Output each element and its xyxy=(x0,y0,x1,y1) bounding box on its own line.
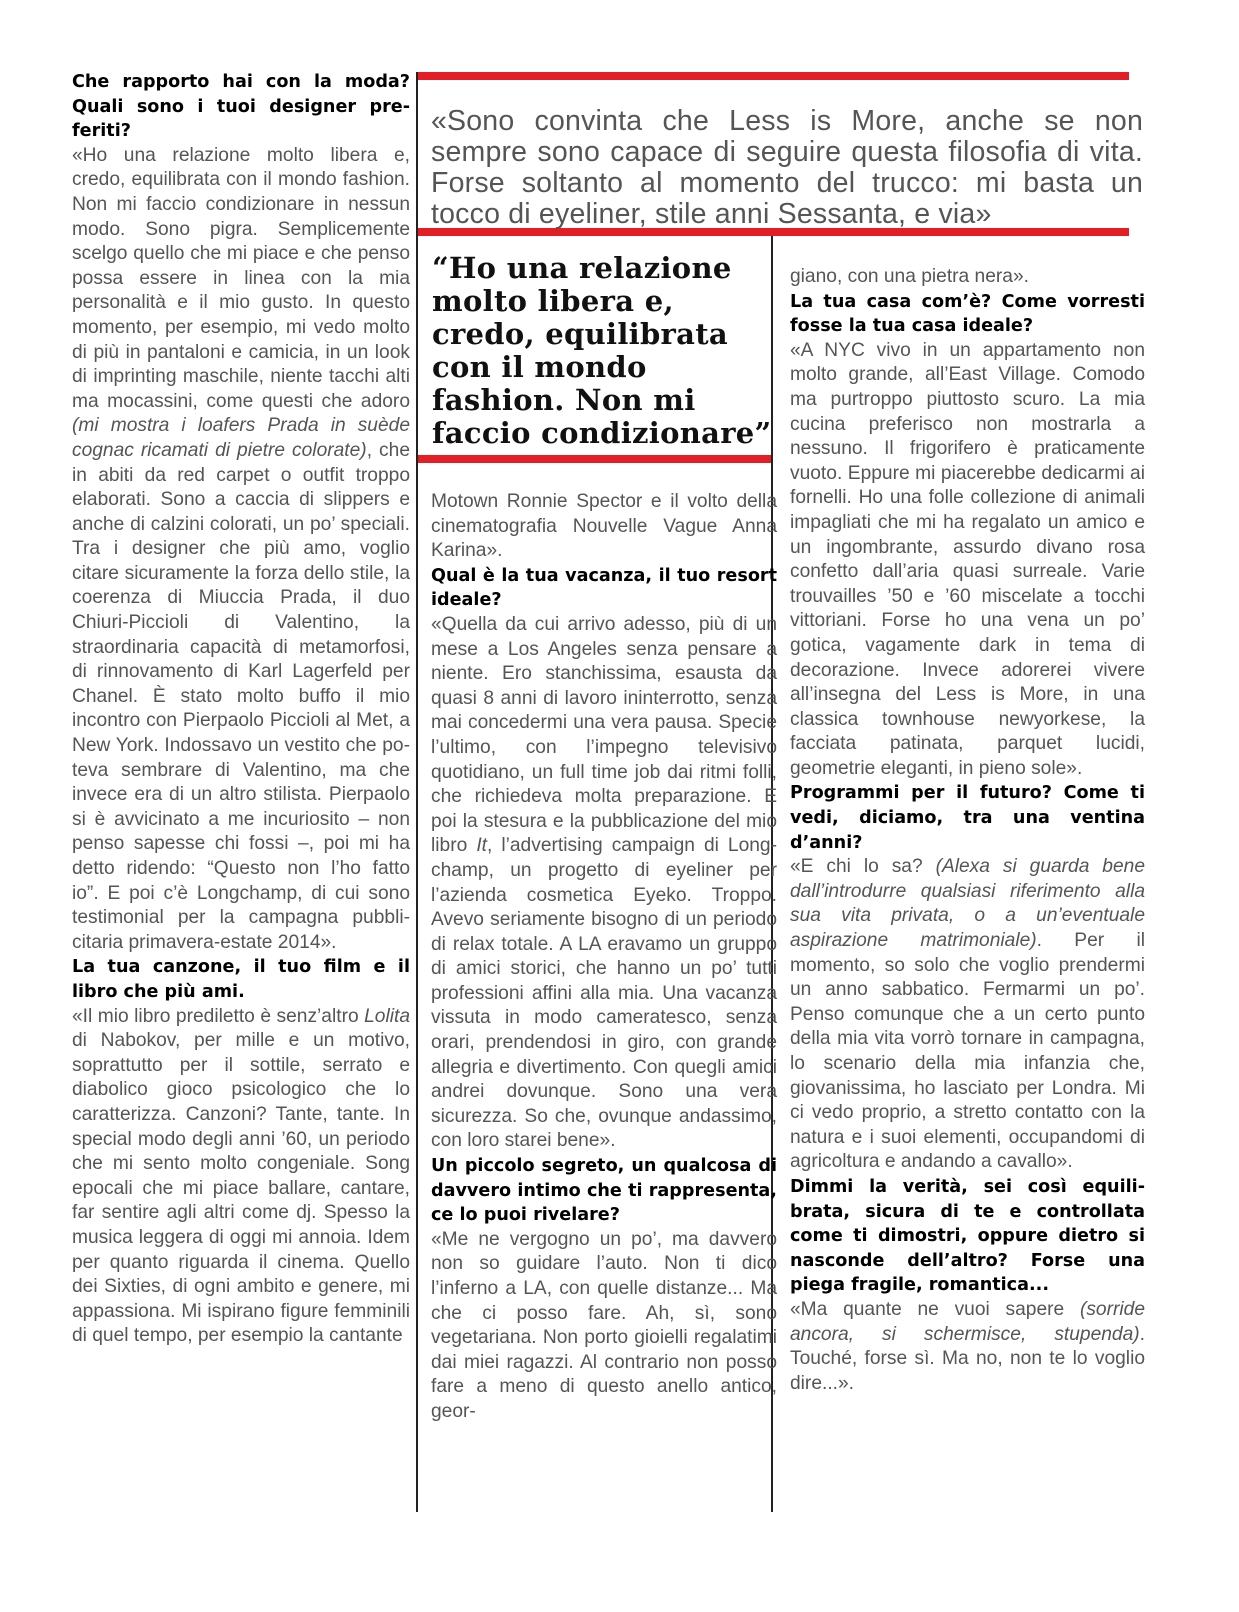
answer-italic-text: It xyxy=(476,835,487,857)
answer-text: . Touché, forse sì. Ma no, non te lo voglio dire...». xyxy=(790,1323,1145,1394)
pull-quote-top-rule xyxy=(416,72,1129,80)
answer-italic-text: Lolita xyxy=(364,1005,410,1027)
answer-paragraph xyxy=(790,1298,1145,1396)
pull-quote: «Sono convinta che Less is More, anche se non sempre sono capace di seguire questa filosofia di vita. Forse soltanto al momento del trucco: mi basta un tocco di eyeliner, stile anni Sessanta, e via» xyxy=(431,105,1143,230)
answer-italic-text: (sorride ancora, si schermisce, stupenda) xyxy=(790,1298,1145,1345)
answer-text: «Ho una relazione molto libera e, credo, equilibrata con il mondo fashion. Non mi faccio condizionare in nessun modo. Sono pigra. Semplicemente scelgo quello che mi piace e che penso possa essere in linea con la mia personalità e il mio gusto. In questo momento, per esempio, mi vedo molto di più in pantaloni e camicia, in un look di imprinting maschile, niente tacchi alti ma mocassini, come questi che adoro xyxy=(72,144,410,412)
article-column-2 xyxy=(431,490,777,1425)
answer-paragraph xyxy=(72,1005,410,1349)
answer-italic-text: (mi mostra i loafers Prada in suède cognac ricamati di pietre colorate) xyxy=(72,415,410,461)
highlight-quote: “Ho una relazione molto libera e, credo, equilibrata con il mondo fashion. Non mi faccio condizionare” xyxy=(432,251,772,450)
answer-paragraph: «Me ne vergogno un po’, ma davvero non so guidare l’auto. Non ti dico l’inferno a LA, con quelle distanze... Ma che ci posso fare. Ah, sì, sono vegetariana. Non porto gioielli regalatimi dai miei ragazzi. Al contrario non posso fare a meno di questo anello antico, geor- xyxy=(431,1228,777,1422)
answer-text: «E chi lo sa? xyxy=(790,856,936,878)
column-divider-left xyxy=(416,72,418,1512)
answer-text: , l’advertising campaign di Longchamp, un progetto di eyeliner per l’azienda cosmetica Eyeko. Troppo. Avevo seriamente bisogno di un periodo di relax totale. A LA eravamo un gruppo di amici storici, che hanno un po’ tutti professioni affini alla mia. Una vacanza vissuta in modo cameratesco, senza orari, prendendosi in giro, con grande allegria e divertimento. Con quegli amici andrei dovunque. Sono una vera sicurezza. So che, ovunque andassimo, con loro starei bene». xyxy=(431,835,777,1152)
question-heading: La tua canzone, il tuo film e il libro che più ami. xyxy=(72,957,410,1002)
question-heading: Che rapporto hai con la moda? Quali sono i tuoi designer preferiti? xyxy=(72,72,410,142)
big-quote-bottom-rule xyxy=(416,455,772,463)
article-column-1 xyxy=(72,70,410,1349)
answer-italic-text: (Alexa si guarda bene dall’introdurre qualsiasi riferimento alla sua vita privata, o a un’eventuale aspirazione matrimoniale) xyxy=(790,856,1145,952)
answer-text: di Nabokov, per mille e un motivo, soprattutto per il sottile, serrato e diabolico gioco psicologico che lo caratterizza. Canzoni? Tante, tante. In special modo degli anni ’60, un periodo che mi sento molto congeniale. Song epocali che mi piace ballare, cantare, far sentire agli altri come dj. Spesso la musica leggera di oggi mi annoia. Idem per quanto riguarda il cinema. Quello dei Sixties, di ogni ambito e genere, mi appassiona. Mi ispirano figure femminili di quel tempo, per esempio la cantante xyxy=(72,1030,410,1347)
question-heading: Qual è la tua vacanza, il tuo resort ideale? xyxy=(431,565,777,611)
question-heading: Programmi per il futuro? Come ti vedi, diciamo, tra una ventina d’anni? xyxy=(790,783,1145,853)
question-heading: Dimmi la verità, sei così equilibrata, sicura di te e controllata come ti dimostri, oppure dietro si nasconde dell’altro? Forse una piega fragile, romantica... xyxy=(790,1176,1145,1296)
answer-paragraph: «A NYC vivo in un appartamento non molto grande, all’East Village. Comodo ma purtroppo piuttosto scuro. La mia cucina preferisco non mostrarla a nessuno. Il frigorifero è praticamente vuoto. Eppure mi piacerebbe dedicarmi ai fornelli. Ho una folle collezione di animali impagliati che mi ha regalato un amico e un ingombrante, assurdo divano rosa confetto dall’aria quasi surreale. Varie trouvailles ’50 e ’60 miscelate a tocchi vittoriani. Forse ho una vena un po’ gotica, vagamente dark in tema di decorazione. Invece adorerei vivere all’insegna del Less is More, in una classica townhouse newyorkese, la facciata patinata, parquet lucidi, geometrie eleganti, in pieno sole». xyxy=(790,339,1145,779)
answer-paragraph: Motown Ronnie Spector e il volto della cinematografia Nouvelle Vague Anna Karina». xyxy=(431,491,777,562)
answer-text: «Quella da cui arrivo adesso, più di un mese a Los Angeles senza pensare a niente. Ero stanchissima, esausta da quasi 8 anni di lavoro ininterrotto, senza mai concedermi una vera pausa. Specie l’ultimo, con l’impegno televisivo quotidiano, un full time job dai ritmi folli, che richiedeva molta preparazione. E poi la stesura e la pubblicazione del mio libro xyxy=(431,613,777,857)
answer-paragraph xyxy=(431,613,777,1154)
answer-text: «Il mio libro prediletto è senz’altro xyxy=(72,1005,365,1027)
answer-text: , che in abiti da red carpet o outfit troppo elaborati. Sono a caccia di slippers e anche di calzini colorati, un po’ speciali. Tra i designer che più amo, voglio citare sicuramente la forza dello stile, la coerenza di Miuccia Prada, il duo Chiuri-Piccioli di Valentino, la straordinaria capacità di metamorfosi, di rinnovamento di Karl Lagerfeld per Chanel. È stato molto buffo il mio incontro con Pierpaolo Piccioli al Met, a New York. Indossavo un vestito che poteva sembrare di Valentino, ma che invece era di un altro stilista. Pierpaolo si è avvicinato a me incuriosito – non penso sapesse chi fossi –, poi mi ha detto ridendo: “Questo non l’ho fatto io”. E poi c’è Longchamp, di cui sono testimonial per la campagna pubblicitaria primavera-estate 2014». xyxy=(72,439,410,953)
answer-paragraph: giano, con una pietra nera». xyxy=(790,266,1029,287)
answer-paragraph xyxy=(790,855,1145,1175)
article-column-3 xyxy=(790,265,1145,1396)
answer-text: «Ma quante ne vuoi sapere xyxy=(790,1298,1080,1320)
question-heading: Un piccolo segreto, un qualcosa di davvero intimo che ti rappresenta, ce lo puoi rivelare? xyxy=(431,1156,777,1226)
question-heading: La tua casa com’è? Come vorresti fosse la tua casa ideale? xyxy=(790,291,1145,337)
answer-text: . Per il momento, so solo che voglio prendermi un anno sabbatico. Fermarmi un po’. Penso comunque che a un certo punto della mia vita vorrò tornare in campagna, lo scenario della mia infanzia che, giovanissima, ho lasciato per Londra. Mi ci vedo proprio, a stretto contatto con la natura e i suoi elementi, occupandomi di agricoltura e andando a cavallo». xyxy=(790,930,1145,1173)
answer-paragraph xyxy=(72,144,410,956)
